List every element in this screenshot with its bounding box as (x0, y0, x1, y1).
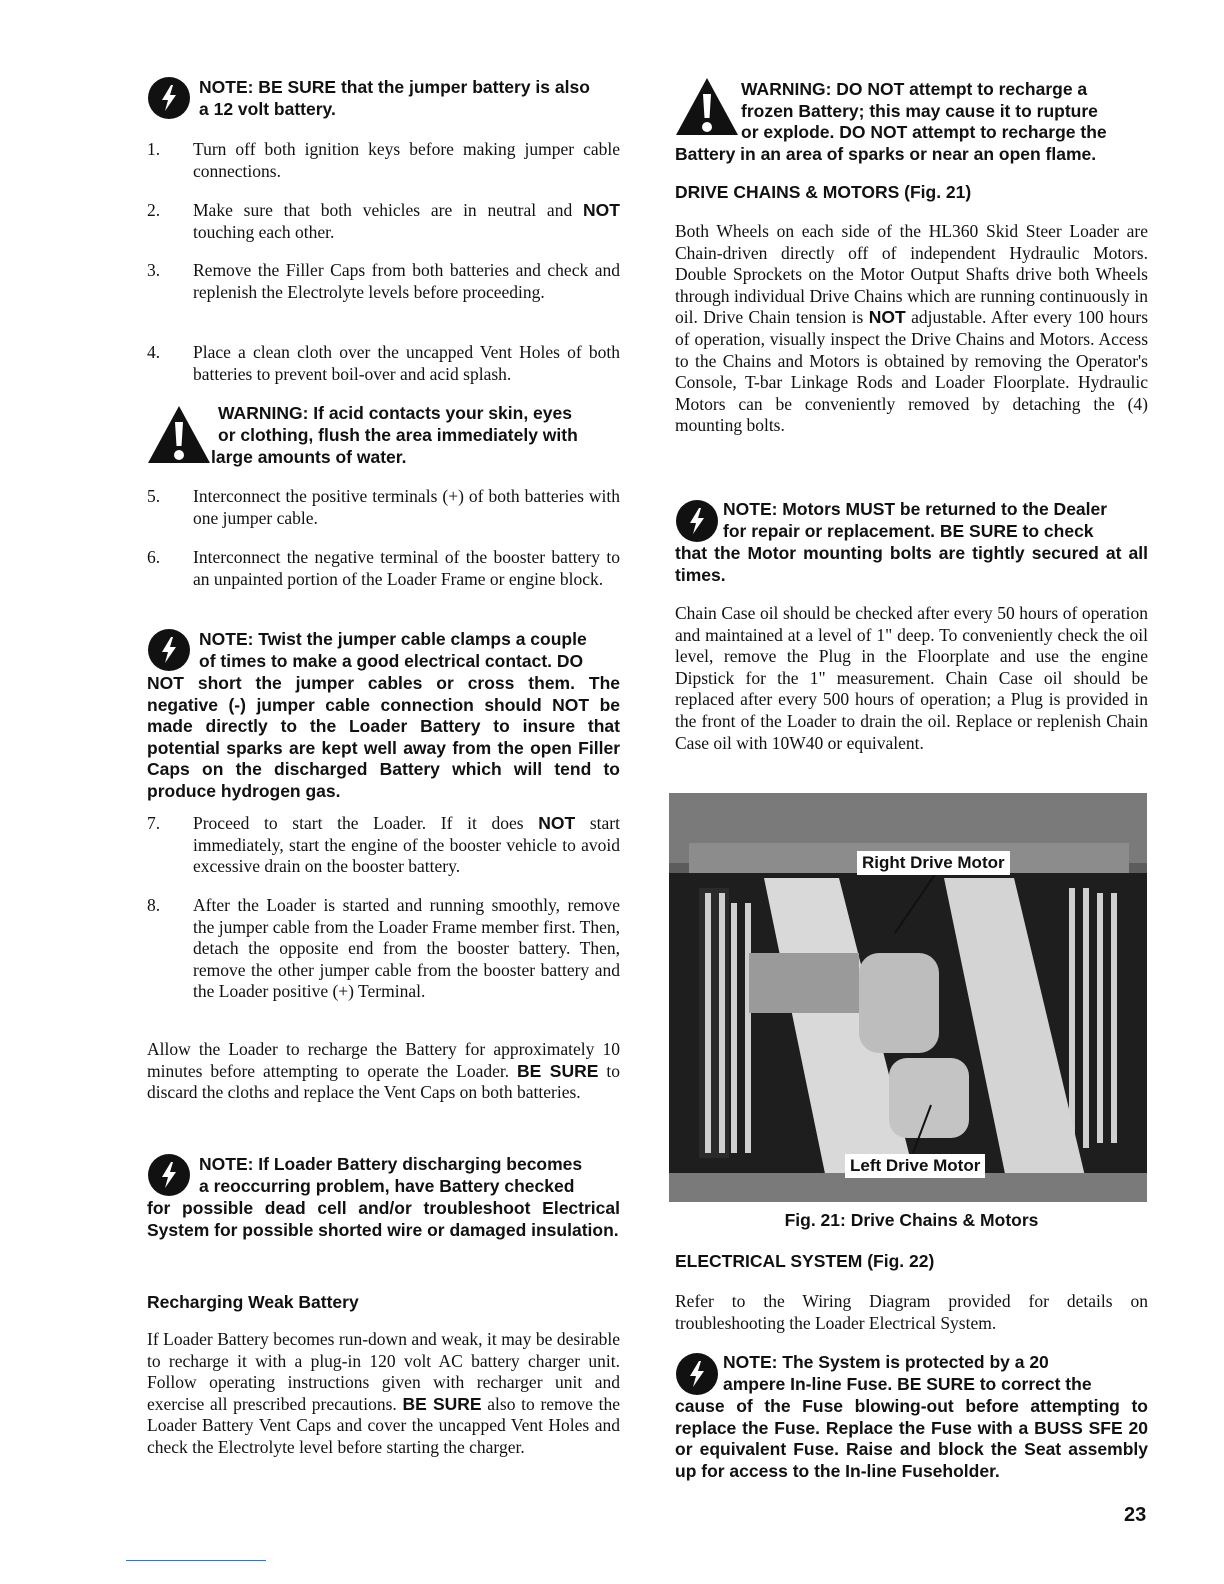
note-lightning-icon (147, 76, 191, 120)
footer-rule (126, 1560, 266, 1561)
note-motors-line2: for repair or replacement. BE SURE to check (723, 521, 1094, 541)
step-2: 2. Make sure that both vehicles are in neutral and NOT touching each other. (147, 200, 620, 242)
right-drive-motor-label: Right Drive Motor (857, 851, 1010, 875)
note-clamps-body: NOT short the jumper cables or cross them. The negative (-) jumper cable connection should NOT be made directly to the Loader Battery to insure that potential sparks are kept well away from the open Filler Caps on the discharged Battery which will tend to produce hydrogen gas. (147, 673, 620, 801)
drive-chains-heading: DRIVE CHAINS & MOTORS (Fig. 21) (675, 182, 972, 202)
note-motors-line1: NOTE: Motors MUST be returned to the Dealer (723, 499, 1108, 519)
note-lightning-icon (147, 628, 191, 672)
note-fuse-line1: NOTE: The System is protected by a 20 (723, 1352, 1049, 1372)
note-jumper-voltage-line2: a 12 volt battery. (199, 99, 336, 119)
step-7: 7. Proceed to start the Loader. If it does NOT start immediately, start the engine of the booster vehicle to avoid excessive drain on the booster battery. (147, 813, 620, 877)
drive-chains-paragraph: Both Wheels on each side of the HL360 Skid Steer Loader are Chain-driven directly off of independent Hydraulic Motors. Double Sprockets on the Motor Output Shafts drive both Wheels through individual Drive Chains which are running continuously in oil. Drive Chain tension is NOT adjustable. After every 100 hours of operation, visually inspect the Drive Chains and Motors. Access to the Chains and Motors is obtained by removing the Operator's Console, T-bar Linkage Rods and Loader Floorplate. Hydraulic Motors can be conveniently removed by detaching the (4) mounting bolts. (675, 221, 1148, 436)
step-3: 3. Remove the Filler Caps from both batteries and check and replenish the Electrolyte levels before proceeding. (147, 260, 620, 302)
electrical-paragraph: Refer to the Wiring Diagram provided for details on troubleshooting the Loader Electrical System. (675, 1291, 1148, 1333)
step-4: 4. Place a clean cloth over the uncapped Vent Holes of both batteries to prevent boil-over and acid splash. (147, 342, 620, 384)
warning-frozen-line2: frozen Battery; this may cause it to rupture (741, 101, 1098, 121)
warning-frozen-line3: or explode. DO NOT attempt to recharge the (741, 122, 1107, 142)
step-6: 6. Interconnect the negative terminal of the booster battery to an unpainted portion of the Loader Frame or engine block. (147, 547, 620, 589)
step-8: 8. After the Loader is started and running smoothly, remove the jumper cable from the Loader Frame member first. Then, detach the opposite end from the booster battery. Then, remove the other jumper cable from the booster battery and the Loader positive (+) Terminal. (147, 895, 620, 1002)
note-motors-body: that the Motor mounting bolts are tightly secured at all times. (675, 543, 1148, 585)
warning-triangle-icon (675, 76, 739, 136)
recharge-time-paragraph: Allow the Loader to recharge the Battery for approximately 10 minutes before attempting to operate the Loader. BE SURE to discard the cloths and replace the Vent Caps on both batteries. (147, 1039, 620, 1103)
note-lightning-icon (675, 1352, 719, 1396)
recharging-heading: Recharging Weak Battery (147, 1292, 359, 1312)
warning-acid-line1: WARNING: If acid contacts your skin, eyes (218, 403, 572, 423)
warning-triangle-icon (147, 404, 211, 464)
note-discharging-line1: NOTE: If Loader Battery discharging becomes (199, 1154, 583, 1174)
drive-chains-photo (669, 793, 1147, 1202)
note-discharging-body: for possible dead cell and/or troubleshoot Electrical System for possible shorted wire or damaged insulation. (147, 1198, 620, 1240)
warning-acid-line3: large amounts of water. (211, 447, 407, 467)
warning-frozen-line1: WARNING: DO NOT attempt to recharge a (741, 79, 1088, 99)
electrical-heading: ELECTRICAL SYSTEM (Fig. 22) (675, 1251, 935, 1271)
warning-frozen-line4: Battery in an area of sparks or near an open flame. (675, 144, 1097, 164)
warning-acid-line2: or clothing, flush the area immediately with (218, 425, 578, 445)
note-clamps-line1: NOTE: Twist the jumper cable clamps a couple (199, 629, 587, 649)
note-fuse-body: cause of the Fuse blowing-out before attempting to replace the Fuse. Replace the Fuse with a BUSS SFE 20 or equivalent Fuse. Raise and block the Seat assembly up for access to the In-line Fuseholder. (675, 1396, 1148, 1481)
note-jumper-voltage-line1: NOTE: BE SURE that the jumper battery is also (199, 77, 590, 97)
page-number: 23 (1124, 1504, 1147, 1526)
note-lightning-icon (147, 1153, 191, 1197)
note-discharging-line2: a reoccurring problem, have Battery checked (199, 1176, 575, 1196)
recharging-paragraph: If Loader Battery becomes run-down and weak, it may be desirable to recharge it with a plug-in 120 volt AC battery charger unit. Follow operating instructions given with recharger unit and exercise all prescribed precautions. BE SURE also to remove the Loader Battery Vent Caps and cover the uncapped Vent Holes and check the Electrolyte level before starting the charger. (147, 1329, 620, 1457)
note-clamps-line2: of times to make a good electrical contact. DO (199, 651, 584, 671)
step-5: 5. Interconnect the positive terminals (+) of both batteries with one jumper cable. (147, 486, 620, 528)
figure-caption: Fig. 21: Drive Chains & Motors (784, 1210, 1039, 1230)
note-fuse-line2: ampere In-line Fuse. BE SURE to correct the (723, 1374, 1092, 1394)
chain-case-paragraph: Chain Case oil should be checked after every 50 hours of operation and maintained at a level of 1" deep. To conveniently check the oil level, remove the Plug in the Floorplate and use the engine Dipstick for the 1" measurement. Chain Case oil should be replaced after every 500 hours of operation; a Plug is provided in the front of the Loader to drain the oil. Replace or replenish Chain Case oil with 10W40 or equivalent. (675, 603, 1148, 753)
step-1: 1. Turn off both ignition keys before making jumper cable connections. (147, 139, 620, 181)
note-lightning-icon (675, 499, 719, 543)
left-drive-motor-label: Left Drive Motor (845, 1154, 985, 1178)
